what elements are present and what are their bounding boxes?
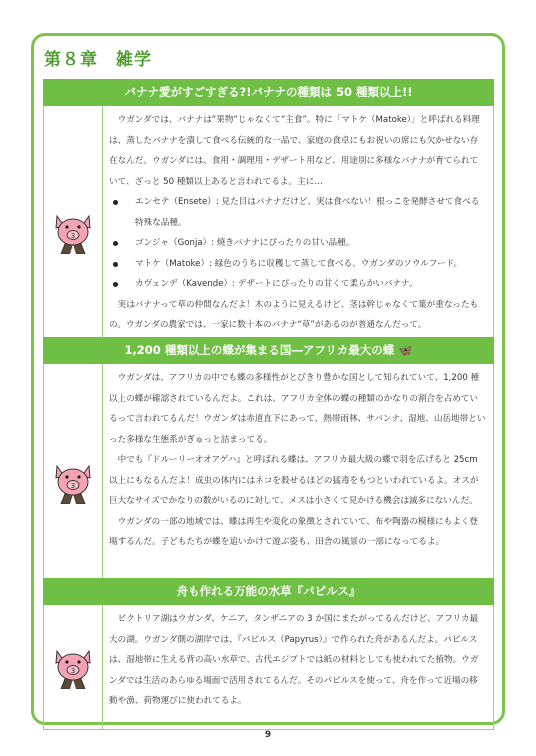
chapter-title: 第８章 雑学 xyxy=(44,50,152,70)
bullet-item: カヴェンデ（Kavende）: デザートにぴったりの甘くて柔らかいバナナ。 xyxy=(109,274,486,295)
paragraph: ウガンダは、アフリカの中でも蝶の多様性がとびきり豊かな国として知られていて、1,200 種以上の蝶が確認されているんだよ。これは、アフリカ全体の蝶の種類のかなりの割合を占めているって言われてるんだ！ウガンダは赤道直下にあって、熱帯雨林、サバンナ、湿地、山岳地帯といった多様な生態系がぎゅっと詰まってる。 xyxy=(109,373,486,445)
section-3 xyxy=(43,578,494,730)
section-body xyxy=(43,605,494,730)
bullet-item: ゴンジャ（Gonja）: 焼きバナナにぴったりの甘い品種。 xyxy=(109,233,486,254)
pig-mascot-icon xyxy=(52,641,94,689)
section-body xyxy=(43,364,494,600)
pig-mascot-icon xyxy=(52,206,94,254)
page-number: 9 xyxy=(264,730,272,740)
column-divider xyxy=(102,605,103,729)
section-text xyxy=(109,368,486,553)
bullet-item: マトケ（Matoke）: 緑色のうちに収穫して蒸して食べる、ウガンダのソウルフード。 xyxy=(109,254,486,275)
section-body xyxy=(43,106,494,359)
section-text xyxy=(109,110,486,336)
bullet-item: エンセテ（Ensete）: 見た目はバナナだけど、実は食べない！根っこを発酵させて食べる特殊な品種。 xyxy=(109,192,486,233)
section-heading: 1,200 種類以上の蝶が集まる国―アフリカ最大の蝶 🦋 xyxy=(43,337,494,364)
paragraph: 中でも『ドルーリーオオアゲハ』と呼ばれる蝶は、アフリカ最大級の蝶で羽を広げると 25cm 以上にもなるんだよ！成虫の体内にはネコを殺せるほどの猛毒をもつといわれているよ。オスが巨大なサイズでかなりの数がいるのに対して、メスは小さくて見かける機会は滅多にないんだ。 xyxy=(109,455,479,506)
svg-text:3: 3 xyxy=(70,482,76,490)
svg-text:3: 3 xyxy=(70,667,76,675)
pig-mascot-icon xyxy=(52,456,94,504)
column-divider xyxy=(102,364,103,599)
column-divider xyxy=(102,106,103,358)
section-heading: 舟も作れる万能の水草『パピルス』 xyxy=(43,578,494,605)
bullet-list xyxy=(109,192,486,295)
section-heading: バナナ愛がすごすぎる?!バナナの種類は 50 種類以上!! xyxy=(43,79,494,106)
svg-text:3: 3 xyxy=(70,232,76,240)
paragraph: 実はバナナって草の仲間なんだよ！木のように見えるけど、茎は幹じゃなくて葉が重なったもの。ウガンダの農家では、一家に数十本のバナナ“草”があるのが普通なんだって。 xyxy=(109,299,479,330)
paragraph: ビクトリア湖はウガンダ、ケニア、タンザニアの 3 か国にまたがってるんだけど、アフリカ最大の湖。ウガンダ側の湖岸では、『パピルス（Papyrus）』で作られた舟があるんだよ。パピルスは、湿地帯に生える背の高い水草で、古代エジプトでは紙の材料としても使われてた植物。ウガンダでは生活のあらゆる場面で活用されてるんだ。そのパピルスを使って、舟を作って近場の移動や漁、荷物運びに使われてるよ。 xyxy=(109,614,479,706)
paragraph: ウガンダの一部の地域では、蝶は再生や変化の象徴とされていて、布や陶器の模様にもよく登場するんだ。子どもたちが蝶を追いかけて遊ぶ姿も、田舎の風景の一部になってるよ。 xyxy=(109,516,479,547)
section-2 xyxy=(43,337,494,600)
section-text xyxy=(109,609,486,712)
paragraph: ウガンダでは、バナナは“果物”じゃなくて“主食”。特に「マトケ（Matoke）」と呼ばれる料理は、蒸したバナナを潰して食べる伝統的な一品で、家庭の食卓にもお祝いの席にも欠かせない存在なんだ。ウガンダには、食用・調理用・デザート用など、用途別に多様なバナナが育てられていて、ざっと 50 種類以上あると言われてるよ。主に… xyxy=(109,115,480,187)
section-1 xyxy=(43,79,494,359)
